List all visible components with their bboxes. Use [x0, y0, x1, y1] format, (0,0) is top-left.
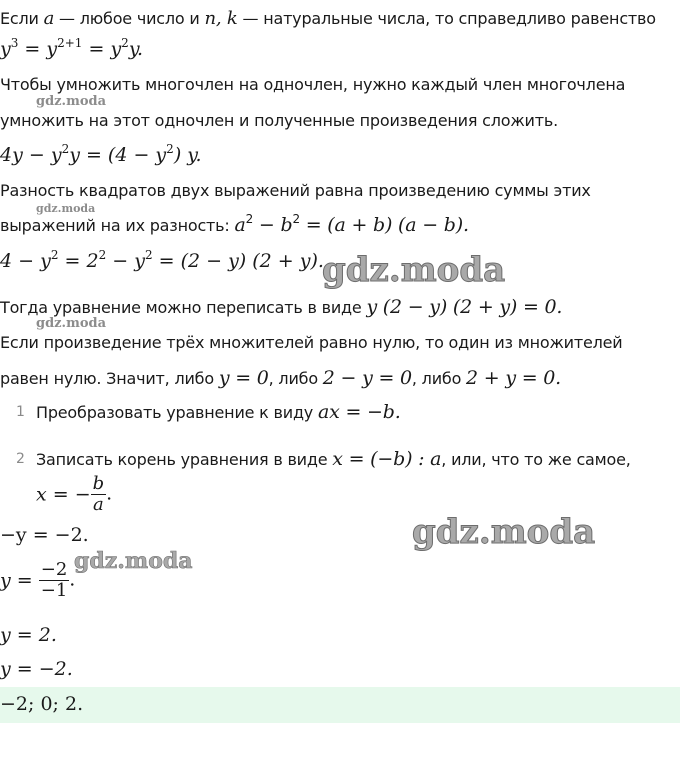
- rule-squares-line1: Разность квадратов двух выражений равна произведению суммы этих: [0, 181, 591, 200]
- squares-formula: $4 - y^2 = 2^2 - y^2 = (2 - y) (2 + y)$.: [0, 248, 324, 272]
- rule-multiply-line1: Чтобы умножить многочлен на одночлен, нужно каждый член многочлена: [0, 75, 626, 94]
- rule-squares-line2: выражений на их разность: $a^2 - b^2 = (a + b) (a - b)$.: [0, 212, 469, 236]
- rewrite-equation: Тогда уравнение можно переписать в виде y (2 − y) (2 + y) = 0.: [0, 296, 563, 318]
- watermark: gdz.moda: [36, 202, 96, 215]
- solve-step-1: −y = −2.: [0, 524, 89, 546]
- solve-step-2: y = $\frac{-2}{-1}$ .: [0, 559, 76, 601]
- solve-step-3: y = 2.: [0, 624, 57, 646]
- answer-box: [0, 687, 680, 723]
- power-formula: $y^3 = y^{2+1} = y^2y$.: [0, 36, 144, 60]
- factor-formula: $4y - y^2y = (4 - y^2)$ y.: [0, 142, 202, 166]
- watermark: gdz.moda: [74, 548, 193, 574]
- watermark: gdz.moda: [322, 250, 506, 290]
- zero-product-line1: Если произведение трёх множителей равно нулю, то один из множителей: [0, 333, 623, 352]
- step-number: 1: [16, 404, 25, 420]
- root-fraction-formula: x = − $\frac{b}{a}$ .: [36, 473, 113, 515]
- watermark: gdz.moda: [412, 512, 596, 552]
- intro-text: Если a — любое число и n, k — натуральные числа, то справедливо равенство: [0, 8, 656, 29]
- step-text: Записать корень уравнения в виде x = (−b) : a, или, что то же самое,: [36, 448, 631, 470]
- zero-product-line2: равен нулю. Значит, либо y = 0, либо 2 − y = 0, либо 2 + y = 0.: [0, 367, 561, 389]
- solve-step-4: y = −2.: [0, 658, 73, 680]
- step-text: Преобразовать уравнение к виду ax = −b.: [36, 401, 401, 423]
- watermark: gdz.moda: [36, 316, 107, 331]
- watermark: gdz.moda: [36, 94, 107, 109]
- step-number: 2: [16, 451, 25, 467]
- answer-text: −2; 0; 2.: [0, 693, 84, 715]
- rule-multiply-line2: умножить на этот одночлен и полученные произведения сложить.: [0, 111, 558, 130]
